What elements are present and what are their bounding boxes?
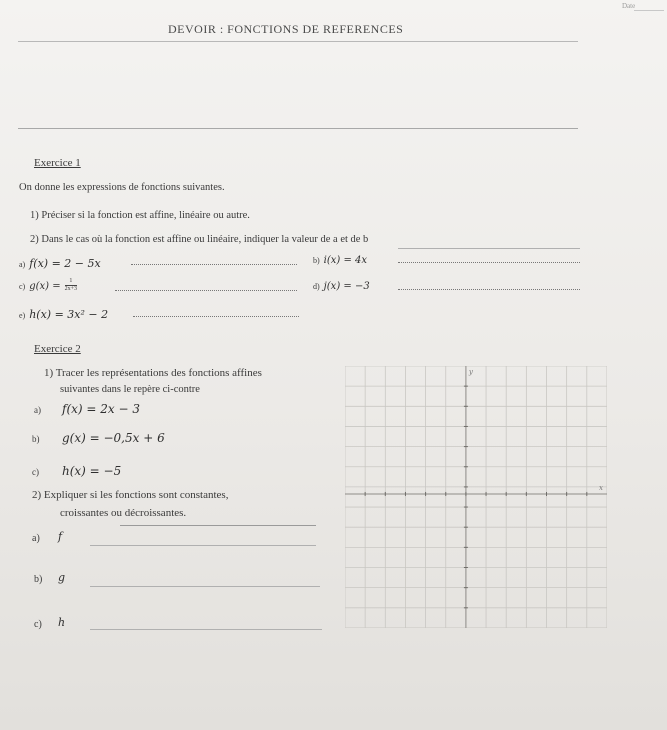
ex2-answer-line-b[interactable]	[90, 586, 320, 587]
ex2-answer-a-label: a)	[32, 533, 40, 544]
ex1-item-c-denominator: 2x+3	[64, 285, 78, 292]
exercise2-question1-line1: 1) Tracer les représentations des fonctions affines	[44, 367, 262, 379]
date-line	[634, 10, 664, 11]
ex1-answer-line-a[interactable]	[131, 264, 297, 265]
header-separator	[18, 128, 578, 129]
ex2-answer-a-var: f	[58, 530, 63, 543]
ex1-item-b-label: b)	[313, 256, 320, 265]
ex2-item-a-label: a)	[34, 405, 41, 415]
ex1-item-a-expr: f(x) = 2 − 5x	[29, 257, 101, 270]
ex1-item-c-prefix: g(x) =	[29, 281, 61, 292]
ex2-answer-c-var: h	[58, 616, 66, 629]
ex1-item-c-numerator: 1	[65, 278, 77, 286]
ex1-answer-line-c[interactable]	[115, 290, 297, 291]
ex1-answer-line-b[interactable]	[398, 262, 580, 263]
exercise1-question1: 1) Préciser si la fonction est affine, linéaire ou autre.	[30, 210, 250, 221]
exercise1-intro: On donne les expressions de fonctions suivantes.	[19, 182, 225, 193]
exercise2-title: Exercice 2	[34, 343, 81, 355]
exercise1-question2: 2) Dans le cas où la fonction est affine ou linéaire, indiquer la valeur de a et de b	[30, 234, 369, 245]
ex1-item-b-expr: i(x) = 4x	[323, 255, 368, 266]
page-title: DEVOIR : FONCTIONS DE REFERENCES	[168, 22, 404, 36]
grid-lines	[345, 366, 607, 628]
ex2-item-c-expr: h(x) = −5	[62, 464, 122, 478]
ex1-item-c-label: c)	[19, 282, 26, 291]
ex1-item-b	[313, 250, 367, 268]
ex2-answer-line-c[interactable]	[90, 629, 322, 630]
exercise2-question1-line2: suivantes dans le repère ci-contre	[60, 384, 200, 395]
ex1-item-a	[19, 254, 101, 272]
ex1-answer-line-d[interactable]	[398, 289, 580, 290]
ex2-answer-b-var: g	[58, 571, 66, 584]
ex2-item-a-expr: f(x) = 2x − 3	[62, 402, 140, 416]
ex2-q2-line	[120, 525, 316, 526]
exercise1-title: Exercice 1	[34, 157, 81, 169]
coordinate-grid[interactable]	[345, 366, 607, 628]
ex1-item-e	[19, 305, 108, 323]
ex1-item-a-label: a)	[19, 260, 26, 269]
grid-axes	[345, 366, 607, 628]
exercise2-question2-line1: 2) Expliquer si les fonctions sont constantes,	[32, 489, 229, 501]
ex2-answer-c-label: c)	[34, 619, 42, 630]
ex1-item-c-fraction	[65, 278, 77, 293]
ex2-item-b-label: b)	[32, 434, 40, 444]
ex1-item-d	[313, 276, 370, 294]
date-label: Date	[622, 2, 636, 10]
ex1-item-d-expr: j(x) = −3	[323, 281, 370, 292]
ex1-item-e-expr: h(x) = 3x² − 2	[29, 308, 109, 321]
ex1-item-c	[19, 276, 77, 294]
y-axis-label: y	[468, 368, 473, 376]
ex1-answer-line-b-top[interactable]	[398, 248, 580, 249]
ex1-item-e-label: e)	[19, 311, 26, 320]
ex2-item-b-expr: g(x) = −0,5x + 6	[62, 431, 165, 445]
exercise2-question2-line2: croissantes ou décroissantes.	[60, 507, 187, 519]
ex2-answer-b-label: b)	[34, 574, 43, 585]
x-axis-label: x	[599, 483, 603, 492]
ex2-answer-line-a[interactable]	[90, 545, 316, 546]
title-underline	[18, 41, 578, 42]
ex1-answer-line-e[interactable]	[133, 316, 299, 317]
ex2-item-c-label: c)	[32, 467, 39, 477]
ex1-item-d-label: d)	[313, 282, 320, 291]
